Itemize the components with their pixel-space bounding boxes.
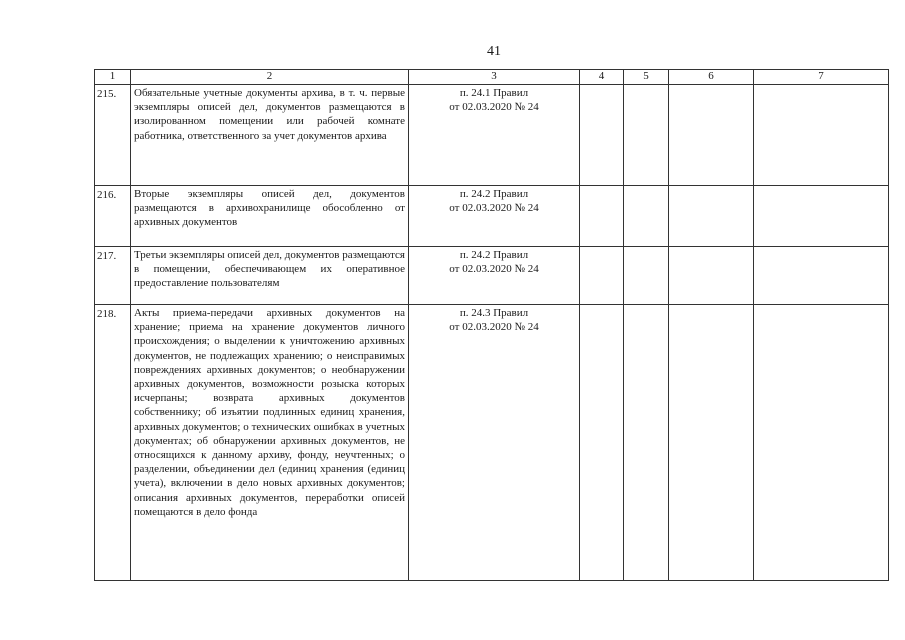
row-number: 217. bbox=[95, 247, 131, 305]
reference-cell bbox=[409, 305, 580, 581]
requirement-text: Акты приема-передачи архивных документов на хранение; приема на хранение документов личного происхождения; о выделении к уничтожению архивных документов, не подлежащих хранению; о неисправимых повреждениях архивных документов; о необнаружении архивных документов, возможности розыска которых исчерпаны; возврата архивных документов собственнику; об изъятии подлинных единиц хранения, архивных документов; о технических ошибках в учетных документах; об обнаружении архивных документов, не относящихся к данному архиву, фонду, неучтенных; о разделении, объединении дел (единиц хранения (единиц учета), включении в дело новых архивных документов; описания архивных документов, переработки описей помещаются в дело фонда bbox=[131, 305, 409, 581]
empty-cell bbox=[624, 186, 669, 247]
requirement-text: Третьи экземпляры описей дел, документов размещаются в помещении, обеспечивающем их оперативное предоставление пользователям bbox=[131, 247, 409, 305]
page-number: 41 bbox=[487, 44, 501, 59]
table-row bbox=[95, 247, 889, 305]
empty-cell bbox=[624, 247, 669, 305]
requirement-text: Вторые экземпляры описей дел, документов размещаются в архивохранилище обособленно от архивных документов bbox=[131, 186, 409, 247]
empty-cell bbox=[580, 305, 624, 581]
row-number: 216. bbox=[95, 186, 131, 247]
empty-cell bbox=[624, 305, 669, 581]
reference-line: от 02.03.2020 № 24 bbox=[449, 263, 539, 276]
reference-line: п. 24.3 Правил bbox=[459, 307, 529, 319]
empty-cell bbox=[624, 85, 669, 186]
column-header-7: 7 bbox=[754, 70, 889, 85]
column-header-3: 3 bbox=[409, 70, 580, 85]
table-row bbox=[95, 85, 889, 186]
reference-line: п. 24.1 Правил bbox=[459, 87, 529, 99]
header-row bbox=[95, 70, 889, 85]
checklist-table bbox=[94, 69, 889, 581]
reference-line: п. 24.2 Правил bbox=[459, 188, 529, 200]
empty-cell bbox=[580, 247, 624, 305]
empty-cell bbox=[669, 247, 754, 305]
reference-cell bbox=[409, 247, 580, 305]
empty-cell bbox=[754, 85, 889, 186]
reference-line: от 02.03.2020 № 24 bbox=[449, 101, 539, 114]
column-header-5: 5 bbox=[624, 70, 669, 85]
row-number: 215. bbox=[95, 85, 131, 186]
empty-cell bbox=[754, 186, 889, 247]
reference-cell bbox=[409, 85, 580, 186]
column-header-6: 6 bbox=[669, 70, 754, 85]
column-header-4: 4 bbox=[580, 70, 624, 85]
empty-cell bbox=[669, 305, 754, 581]
empty-cell bbox=[754, 247, 889, 305]
empty-cell bbox=[580, 186, 624, 247]
row-number: 218. bbox=[95, 305, 131, 581]
column-header-2: 2 bbox=[131, 70, 409, 85]
column-header-1: 1 bbox=[95, 70, 131, 85]
table-row bbox=[95, 305, 889, 581]
empty-cell bbox=[669, 186, 754, 247]
reference-line: от 02.03.2020 № 24 bbox=[449, 202, 539, 215]
reference-line: от 02.03.2020 № 24 bbox=[449, 321, 539, 334]
empty-cell bbox=[754, 305, 889, 581]
reference-cell bbox=[409, 186, 580, 247]
requirement-text: Обязательные учетные документы архива, в т. ч. первые экземпляры описей дел, документов размещаются в изолированном помещении или рабочей комнате работника, ответственного за учет документов архива bbox=[131, 85, 409, 186]
empty-cell bbox=[580, 85, 624, 186]
empty-cell bbox=[669, 85, 754, 186]
reference-line: п. 24.2 Правил bbox=[459, 249, 529, 261]
table-row bbox=[95, 186, 889, 247]
